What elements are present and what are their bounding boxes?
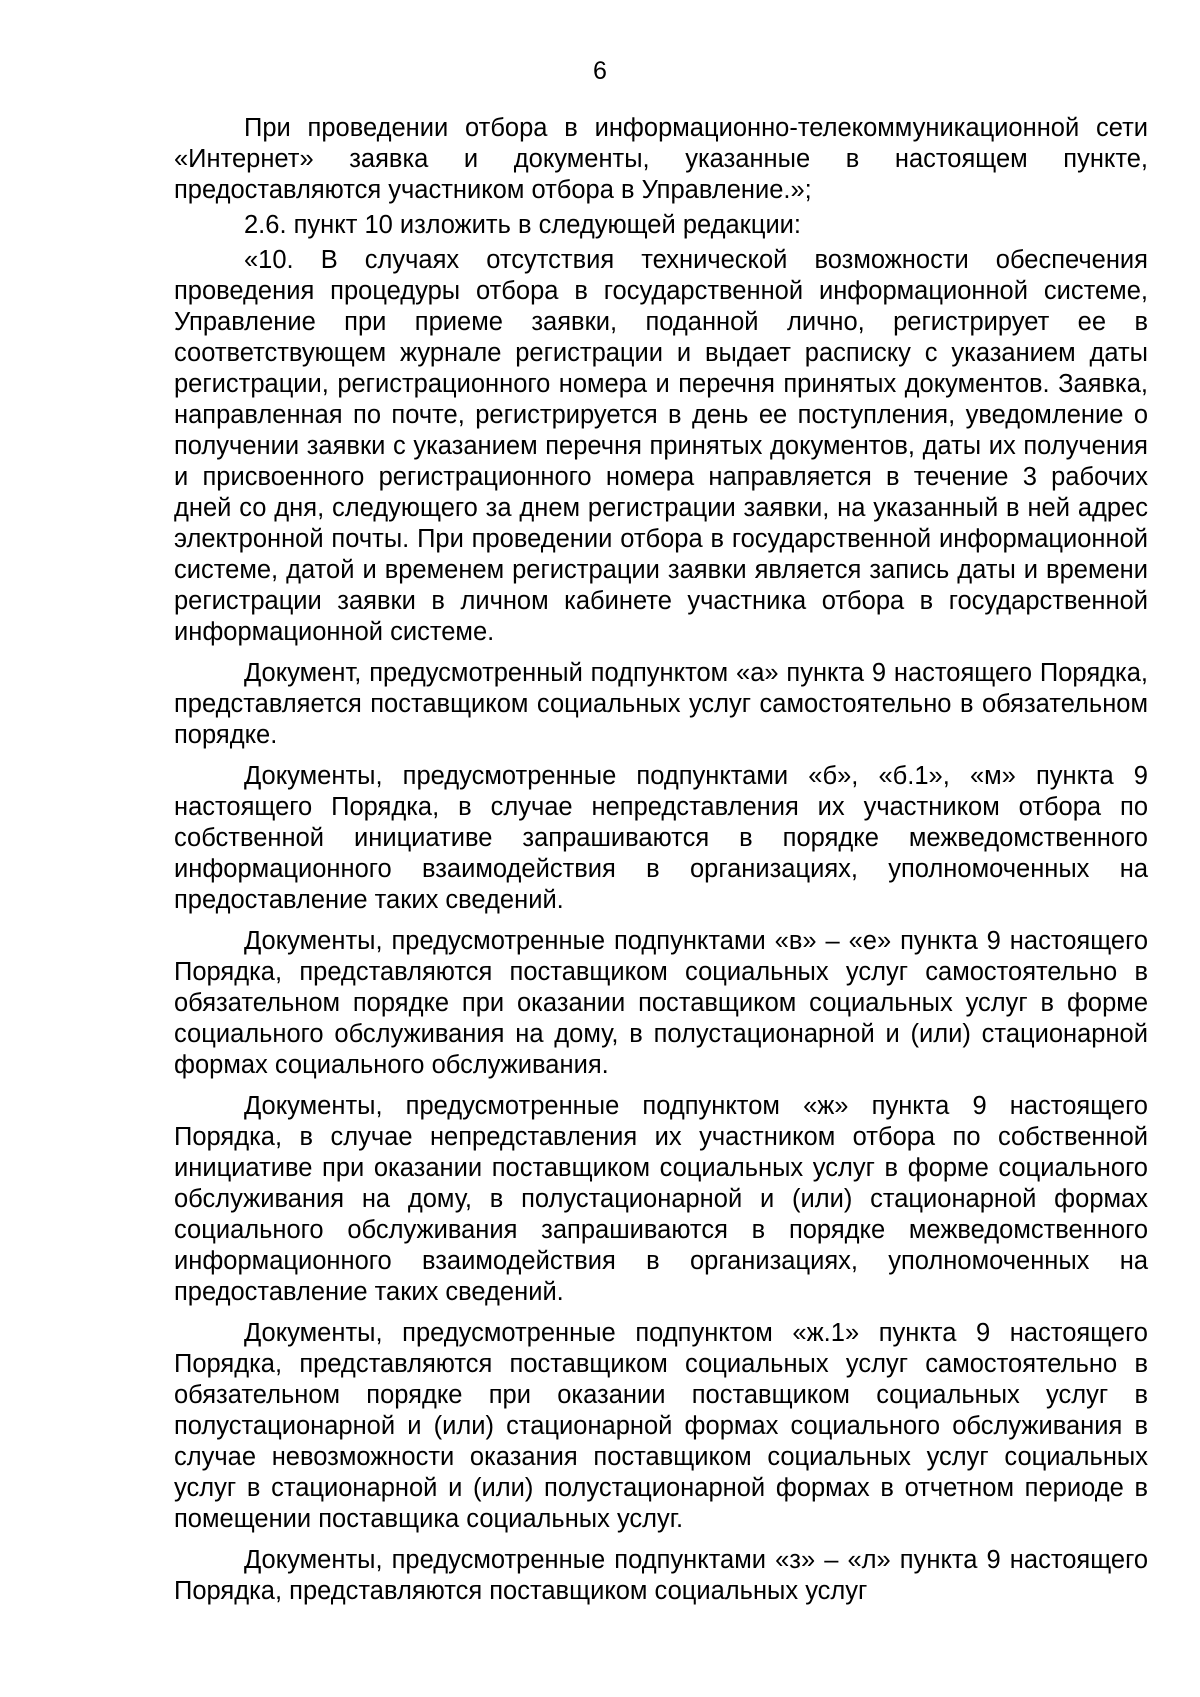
document-body bbox=[174, 113, 1148, 1607]
paragraph-subpoint-zh1: Документы, предусмотренные подпунктом «ж.1» пункта 9 настоящего Порядка, представляются поставщиком социальных услуг самостоятельно в обязательном порядке при оказании поставщиком социальных услуг в полустационарной и (или) стационарной формах социального обслуживания в случае невозможности оказания поставщиком социальных услуг социальных услуг в стационарной и (или) полустационарной формах в отчетном периоде в помещении поставщика социальных услуг. bbox=[174, 1319, 1148, 1533]
paragraph-point-10: «10. В случаях отсутствия технической возможности обеспечения проведения процедуры отбора в государственной информационной системе, Управление при приеме заявки, поданной лично, регистрирует ее в соответствующем журнале регистрации и выдает расписку с указанием даты регистрации, регистрационного номера и перечня принятых документов. Заявка, направленная по почте, регистрируется в день ее поступления, уведомление о получении заявки с указанием перечня принятых документов, даты их получения и присвоенного регистрационного номера направляется в течение 3 рабочих дней со дня, следующего за днем регистрации заявки, на указанный в ней адрес электронной почты. При проведении отбора в государственной информационной системе, датой и временем регистрации заявки является запись даты и времени регистрации заявки в личном кабинете участника отбора в государственной информационной системе. bbox=[174, 246, 1148, 646]
paragraph-internet-submission: При проведении отбора в информационно-телекоммуникационной сети «Интернет» заявка и документы, указанные в настоящем пункте, предоставляются участником отбора в Управление.»; bbox=[174, 114, 1148, 204]
paragraph-subpoint-zh: Документы, предусмотренные подпунктом «ж» пункта 9 настоящего Порядка, в случае непредставления их участником отбора по собственной инициативе при оказании поставщиком социальных услуг в форме социального обслуживания на дому, в полустационарной и (или) стационарной формах социального обслуживания запрашиваются в порядке межведомственного информационного взаимодействия в организациях, уполномоченных на предоставление таких сведений. bbox=[174, 1092, 1148, 1306]
page-number: 6 bbox=[593, 57, 607, 85]
paragraph-subpoint-a: Документ, предусмотренный подпунктом «а» пункта 9 настоящего Порядка, представляется поставщиком социальных услуг самостоятельно в обязательном порядке. bbox=[174, 659, 1148, 749]
paragraph-subpoints-b-m: Документы, предусмотренные подпунктами «б», «б.1», «м» пункта 9 настоящего Порядка, в случае непредставления их участником отбора по собственной инициативе запрашиваются в порядке межведомственного информационного взаимодействия в организациях, уполномоченных на предоставление таких сведений. bbox=[174, 762, 1148, 914]
paragraph-subpoints-v-e: Документы, предусмотренные подпунктами «в» – «е» пункта 9 настоящего Порядка, представляются поставщиком социальных услуг самостоятельно в обязательном порядке при оказании поставщиком социальных услуг в форме социального обслуживания на дому, в полустационарной и (или) стационарной формах социального обслуживания. bbox=[174, 927, 1148, 1079]
paragraph-subpoints-z-l: Документы, предусмотренные подпунктами «з» – «л» пункта 9 настоящего Порядка, представляются поставщиком социальных услуг bbox=[174, 1546, 1148, 1605]
paragraph-amendment-2-6: 2.6. пункт 10 изложить в следующей редакции: bbox=[244, 211, 802, 239]
